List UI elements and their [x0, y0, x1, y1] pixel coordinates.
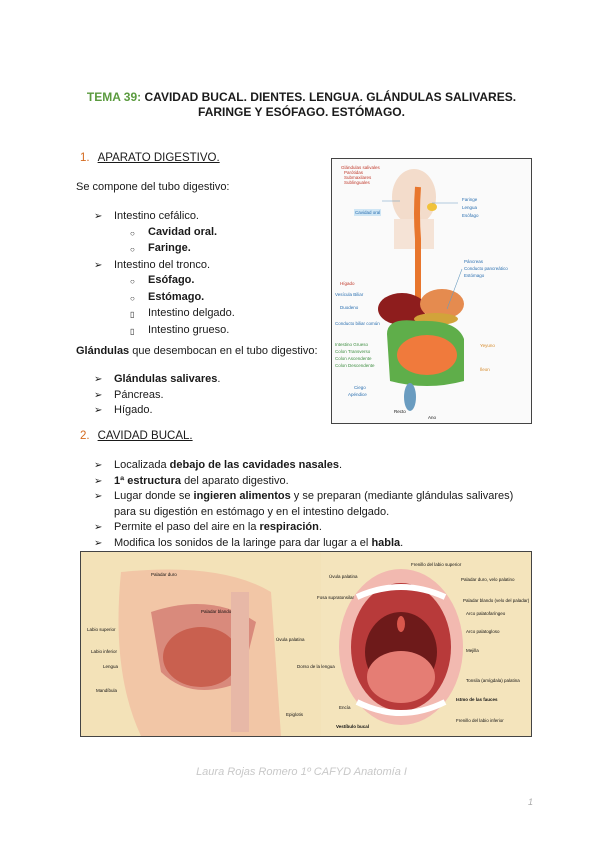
page-title [40, 90, 563, 120]
oral-cavity-figure: Paladar duro Paladar blando Labio superior Labio inferior Lengua Mandíbula Úvula palatina Epiglotis Frenillo del labio superior Úvula palatina Paladar duro, velo palatino Fosa supratonsilar Paladar blando (velo del paladar) Arco palatofaríngeo Arco palatogloso Mejilla Dorso de la lengua Tonsila (amígdala) palatina Istmo de las fauces Encía Frenillo del labio inferior Vestíbulo bucal [80, 551, 532, 737]
digestive-illustration [332, 159, 531, 423]
list-item: ➢ Modifica los sonidos de la laringe para dar lugar a el habla. [94, 536, 544, 552]
title-line1: CAVIDAD BUCAL. DIENTES. LENGUA. GLÁNDULAS SALIVARES. [144, 90, 517, 104]
arrow-bullet-icon: ➢ [94, 537, 103, 549]
glands-list [94, 372, 324, 419]
list-item: ➢ Páncreas. [94, 388, 324, 404]
circle-bullet-icon: ○ [130, 245, 135, 254]
page-footer: Laura Rojas Romero 1º CAFYD Anatomía I [196, 766, 407, 778]
list-item: ➢ Localizada debajo de las cavidades nasales. [94, 458, 544, 474]
arrow-bullet-icon: ➢ [94, 475, 103, 487]
digestive-system-figure: Glándulas salivales Parótidas Submaxilares Sublinguales Cavidad oral Hígado Vesícula Biliar Duodeno Conducto biliar común Intestino Grueso Colon Transverso Colon Ascendente Colon Descendente Ciego Apéndice Recto Faringe Lengua Esófago Páncreas Conducto pancreático Estómago Yeyuno Íleon Ano [331, 158, 532, 424]
section1-intro: Se compone del tubo digestivo: [76, 181, 230, 193]
section2-heading [80, 430, 193, 442]
list-item: ○ Faringe. [94, 241, 324, 258]
arrow-bullet-icon: ➢ [94, 211, 103, 222]
list-item: ➢ Lugar donde se ingieren alimentos y se preparan (mediante glándulas salivares) [94, 489, 544, 505]
title-line2: FARINGE Y ESÓFAGO. ESTÓMAGO. [198, 105, 405, 119]
circle-bullet-icon: ○ [130, 293, 135, 303]
list-item: ➢ Hígado. [94, 403, 324, 419]
list-item: ➢ 1ª estructura del aparato digestivo. [94, 474, 544, 490]
list-item: ➢ Intestino del tronco. [94, 258, 324, 274]
list-item-continuation: para su digestión en estómago y en el intestino delgado. [114, 505, 390, 518]
tube-list [94, 209, 324, 339]
glands-intro: Glándulas que desembocan en el tubo digestivo: [76, 345, 318, 357]
section1-number: 1. [80, 152, 90, 164]
list-item: ➢ Permite el paso del aire en la respiración. [94, 520, 544, 536]
arrow-bullet-icon: ➢ [94, 259, 103, 271]
section1-title: APARATO DIGESTIVO. [97, 152, 220, 164]
arrow-bullet-icon: ➢ [94, 460, 103, 471]
title-number: TEMA 39: [86, 90, 142, 104]
circle-bullet-icon: ▯ [130, 310, 135, 319]
list-item: ○ Esófago. [94, 273, 324, 290]
arrow-bullet-icon: ➢ [94, 374, 103, 385]
list-item: ▯ Intestino grueso. [94, 323, 324, 340]
circle-bullet-icon: ○ [130, 228, 135, 238]
section2-title: CAVIDAD BUCAL. [97, 430, 193, 442]
arrow-bullet-icon: ➢ [94, 522, 103, 533]
arrow-bullet-icon: ➢ [94, 491, 103, 502]
section1-heading [80, 152, 220, 164]
list-item: ○ Estómago. [94, 290, 324, 307]
list-item: ○ Cavidad oral. [94, 225, 324, 242]
list-item: ➢ Glándulas salivares. [94, 372, 324, 388]
circle-bullet-icon: ○ [130, 277, 135, 286]
page-number: 1 [527, 797, 533, 807]
section2-number: 2. [80, 430, 90, 442]
arrow-bullet-icon: ➢ [94, 405, 103, 416]
arrow-bullet-icon: ➢ [94, 389, 103, 401]
mouth-bullets [94, 458, 544, 551]
circle-bullet-icon: ▯ [130, 326, 135, 336]
list-item: ▯ Intestino delgado. [94, 306, 324, 323]
list-item: ➢ Intestino cefálico. [94, 209, 324, 225]
